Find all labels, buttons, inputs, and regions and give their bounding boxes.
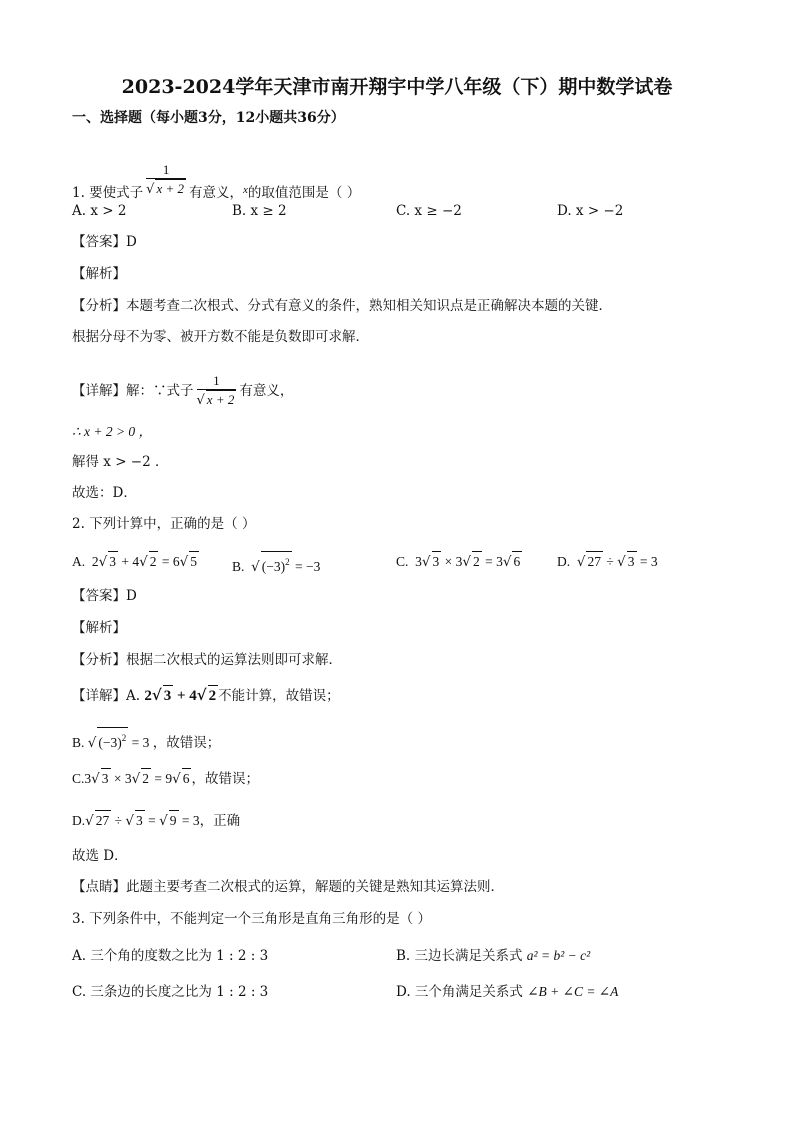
q2-a-op: + 4 (117, 554, 140, 569)
q2-key-point: 【点睛】此题主要考查二次根式的运算，解题的关键是熟知其运算法则． (72, 879, 504, 895)
q3-option-d (396, 982, 618, 1002)
q2-detail-c: C.3√ 3 × 3√ 2 = 9√ 6 ，故错误； (72, 768, 259, 789)
q2-choose: 故选 D． (72, 848, 128, 864)
q2-db-rad (97, 727, 128, 753)
q2-detail-b: B. √ $(-3)^2 = 3$ ，故错误； (72, 727, 220, 753)
q2-db-tail: = 3 ，故错误； (128, 735, 221, 750)
q2-d-op: ÷ (602, 554, 618, 569)
q2-dc-rad3: 6 (182, 768, 192, 789)
q2-c-eq: = 3 (481, 554, 503, 569)
q2-option-a-label: A. (72, 554, 86, 569)
q2-dd-eq2: = 3 (178, 813, 200, 828)
q2-db-exp: 2 (121, 733, 127, 743)
q2-c-rad1: 3 (432, 551, 442, 572)
q2-detail-d: D.√ 27 ÷ √ 3 = √ 9 = 3，正确 (72, 810, 240, 831)
q2-c-rad3: 6 (512, 551, 522, 572)
q2-option-a: A. 2√ 3 + 4√ 2 = 6√ 5 (72, 551, 199, 572)
question-1-stem (72, 162, 360, 203)
q2-dc-rad1: 3 (101, 768, 111, 789)
q2-detail-d-label: D. (72, 813, 86, 828)
q2-dd-eq: = (144, 813, 160, 828)
q1-choose: 故选：D． (72, 485, 137, 501)
q2-da-coef: 2 (144, 688, 152, 704)
q2-option-d: D. √ 27 ÷ √ 3 = 3 (557, 551, 658, 572)
q2-b-rad (261, 551, 292, 577)
q3-option-b-math: a² = b² − c² (526, 948, 591, 963)
q1-radicand: x + 2 (156, 181, 185, 196)
section-heading: 一、选择题（每小题3分，12小题共36分） (72, 110, 345, 126)
q2-dd-op: ÷ (111, 813, 126, 828)
q2-da-rad2: 2 (208, 685, 219, 706)
q2-option-b-label: B. (232, 559, 245, 574)
q2-dd-rad1: 27 (95, 810, 112, 831)
q2-da-rad1: 3 (163, 685, 174, 706)
q1-var: x (243, 184, 248, 196)
page-title: 2023-2024学年天津市南开翔宇中学八年级（下）期中数学试卷 (121, 76, 673, 98)
q2-a-coef1: 2 (91, 554, 99, 569)
q2-option-b: B. √ $(-3)^2 = -3$ (232, 551, 320, 577)
q3-option-d-text: D. 三个角满足关系式 (396, 984, 528, 1000)
q2-d-eq: = 3 (636, 554, 658, 569)
q2-dd-rad3: 9 (169, 810, 179, 831)
q2-analysis-head: 【解析】 (72, 620, 126, 636)
q2-d-rad2: 3 (627, 551, 637, 572)
q1-analysis-head: 【解析】 (72, 266, 126, 282)
q1-option-c: C. x ≥ −2 (396, 203, 462, 219)
q2-answer: 【答案】D (72, 588, 137, 604)
q1-step-2: 解得 x > −2 ． (72, 454, 169, 470)
q1-fraction: $\frac{1}{√ x + 2}$ (146, 162, 185, 197)
q1-detail (72, 373, 293, 410)
q2-a-rad1: 3 (108, 551, 118, 572)
q2-dc-coef: 3 (84, 771, 92, 786)
q1-detail-a: 【详解】解： (72, 383, 153, 399)
q1-option-a: A. x > 2 (72, 203, 127, 219)
q3-option-a: A. 三个角的度数之比为 1 : 2 : 3 (72, 948, 269, 964)
q1-detail-because: ∵式子 (153, 383, 194, 399)
q1-step-1: ∴ x + 2 > 0 ， (72, 424, 153, 439)
q3-option-b (396, 946, 590, 966)
q2-dc-rad2: 2 (141, 768, 151, 789)
q2-dc-tail: ，故错误； (191, 771, 259, 786)
q2-b-base: (−3) (261, 559, 286, 574)
q1-analysis-2: 根据分母不为零、被开方数不能是负数即可求解． (72, 329, 369, 345)
question-3-stem: 3. 下列条件中，不能判定一个三角形是直角三角形的是（ ） (72, 911, 431, 927)
q1-stem-a: 1. 要使式子 (72, 185, 144, 201)
q2-dc-eq: = 9 (150, 771, 173, 786)
q1-answer: 【答案】D (72, 234, 137, 250)
q2-option-c-label: C. (396, 554, 409, 569)
q2-b-exp: 2 (285, 557, 290, 567)
q2-c-op: × 3 (441, 554, 463, 569)
q1-frac-num: 1 (146, 162, 186, 179)
q3-option-b-text: B. 三边长满足关系式 (396, 948, 527, 964)
q2-b-tail: = −3 (291, 559, 321, 574)
q2-c-rad2: 2 (472, 551, 482, 572)
q2-option-d-label: D. (557, 554, 571, 569)
question-2-stem: 2. 下列计算中，正确的是（ ） (72, 516, 256, 532)
q3-option-d-math: ∠B + ∠C = ∠A (527, 984, 619, 999)
q2-da-op: + 4 (173, 688, 197, 704)
q1-stem-b: 有意义， (189, 185, 244, 201)
q1-detail-b: 有意义， (239, 383, 294, 399)
q2-a-eq: = 6 (158, 554, 180, 569)
q1-stem-c: 的取值范围是（ ） (247, 185, 361, 201)
q2-option-c: C. 3√ 3 × 3√ 2 = 3√ 6 (396, 551, 522, 572)
q2-a-rad3: 5 (189, 551, 199, 572)
q2-detail-b-label: B. (72, 735, 85, 750)
q3-option-c: C. 三条边的长度之比为 1 : 2 : 3 (72, 984, 269, 1000)
q1-option-b: B. x ≥ 2 (232, 203, 287, 219)
q2-detail-head: 【详解】A. (72, 688, 141, 704)
q2-d-rad1: 27 (586, 551, 603, 572)
q2-dc-op: × 3 (110, 771, 132, 786)
q2-a-rad2: 2 (149, 551, 159, 572)
q1-option-d: D. x > −2 (557, 203, 624, 219)
q2-c-coef1: 3 (415, 554, 422, 569)
q1-detail-radicand: x + 2 (206, 392, 235, 407)
q2-analysis: 【分析】根据二次根式的运算法则即可求解． (72, 652, 342, 668)
q2-detail-a-tail: 不能计算，故错误； (218, 688, 340, 704)
q1-detail-fraction: $\frac{1}{√ x + 2}$ (196, 373, 235, 408)
q2-dd-tail: ，正确 (199, 813, 241, 828)
q1-detail-frac-num: 1 (197, 373, 237, 390)
q2-dd-rad2: 3 (135, 810, 145, 831)
q1-analysis: 【分析】本题考查二次根式、分式有意义的条件，熟知相关知识点是正确解决本题的关键． (72, 298, 612, 314)
q2-db-base: (−3) (98, 735, 122, 750)
q2-detail-a: 【详解】A. 2√ 3 + 4√ 2 不能计算，故错误； (72, 686, 340, 704)
q2-detail-c-label: C. (72, 771, 85, 786)
